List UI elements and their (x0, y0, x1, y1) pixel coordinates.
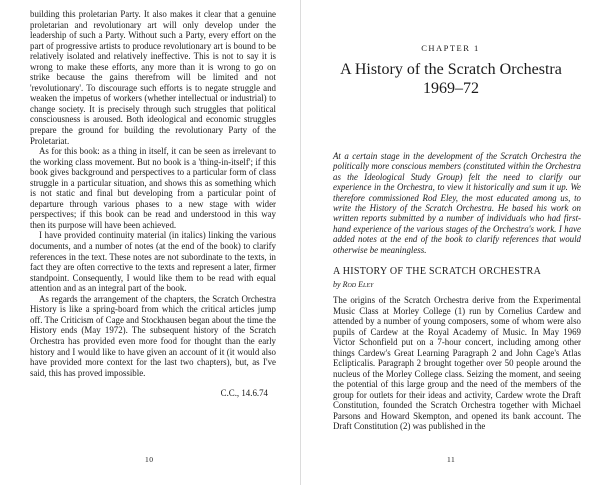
body-text: The origins of the Scratch Orchestra derive from the Experimental Music Class at Morley College (1) run by Cornelius Cardew and attended by a number of young composers, some of whom were also pupils of Cardew at the Royal Academy of Music. In May 1969 Victor Schonfield put on a 7-hour concert, including among other things Cardew's Great Learning Paragraph 2 and John Cage's Atlas Eclipticalis. Paragraph 2 brought together over 50 people around the nucleus of the Morley College class. Seizing the moment, and seeing the potential of this large group and the need of the members of the group for outlets for their ideas and activity, Cardew wrote the Draft Constitution, founded the Scratch Orchestra together with Michael Parsons and Howard Skempton, and opened its bank account. The Draft Constitution (2) was published in the (333, 295, 581, 431)
signoff-date: C.C., 14.6.74 (220, 388, 268, 398)
paragraph: As for this book: as a thing in itself, it can be seen as irrelevant to the working class movement. But no book is a 'thing-in-itself'; if this book gives background and perspectives to a particular form of class struggle in a particular situation, and shows this as something which is not static and final but developing from a particular point of departure through various phases to a new stage with wider perspectives; if this book can be read and understood in this way then its purpose will have been achieved. (30, 146, 276, 230)
page-number: 11 (447, 455, 456, 464)
byline-prefix: by (333, 280, 341, 289)
paragraph: I have provided continuity material (in italics) linking the various documents, and a number of notes (at the end of the book) to clarify references in the text. These notes are not subordinate to the texts, in fact they are often corrective to the texts and represent a later, firmer standpoint. Consequently, I would like them to be read with equal attention and as an integral part of the book. (30, 230, 276, 294)
chapter-label: CHAPTER 1 (421, 43, 480, 53)
chapter-title (321, 60, 581, 98)
left-page-text (30, 9, 276, 378)
chapter-intro: At a certain stage in the development of the Scratch Orchestra the politically more conscious members (constituted within the Orchestra as the Ideological Study Group) felt the need to clarify our experience in the Orchestra, to view it historically and sum it up. We therefore commissioned Rod Eley, the most educated among us, to write the History of the Scratch Orchestra. He based his work on written reports submitted by a number of individuals who had first-hand experience of the various stages of the Orchestra's work. I have added notes at the end of the book to clarify references that would otherwise be meaningless. (333, 151, 581, 255)
byline-author: Rod Eley (342, 280, 374, 289)
paragraph: building this proletarian Party. It also makes it clear that a genuine proletarian and revolutionary art will only develop under the leadership of such a Party. Without such a Party, every effort on the part of progressive artists to produce revolutionary art is bound to be relatively isolated and relatively ineffective. This is not to say it is wrong to make these efforts, any more than it is wrong to go on strike because the gains therefrom will be limited and not 'revolutionary'. To discourage such efforts is to negate struggle and weaken the impetus of workers (whether intellectual or industrial) to change society. It is precisely through such struggles that political consciousness is aroused. Both ideological and economic struggles prepare the ground for building the revolutionary Party of the Proletariat. (30, 9, 276, 146)
right-page (301, 0, 600, 485)
section-heading: A HISTORY OF THE SCRATCH ORCHESTRA (333, 266, 542, 277)
paragraph: As regards the arrangement of the chapters, the Scratch Orchestra History is like a spring-board from which the critical articles jump off. The Criticism of Cage and Stockhausen began about the time the History ends (May 1972). The subsequent history of the Scratch Orchestra has provided even more food for thought than the early history and I would like to have given an account of it (it would also have provided more context for the last two chapters), but, as I've said, this has proved impossible. (30, 293, 276, 378)
page-number: 10 (145, 455, 154, 464)
byline (333, 280, 373, 289)
chapter-title-line: A History of the Scratch Orchestra (340, 61, 562, 78)
chapter-title-years: 1969–72 (423, 80, 479, 97)
